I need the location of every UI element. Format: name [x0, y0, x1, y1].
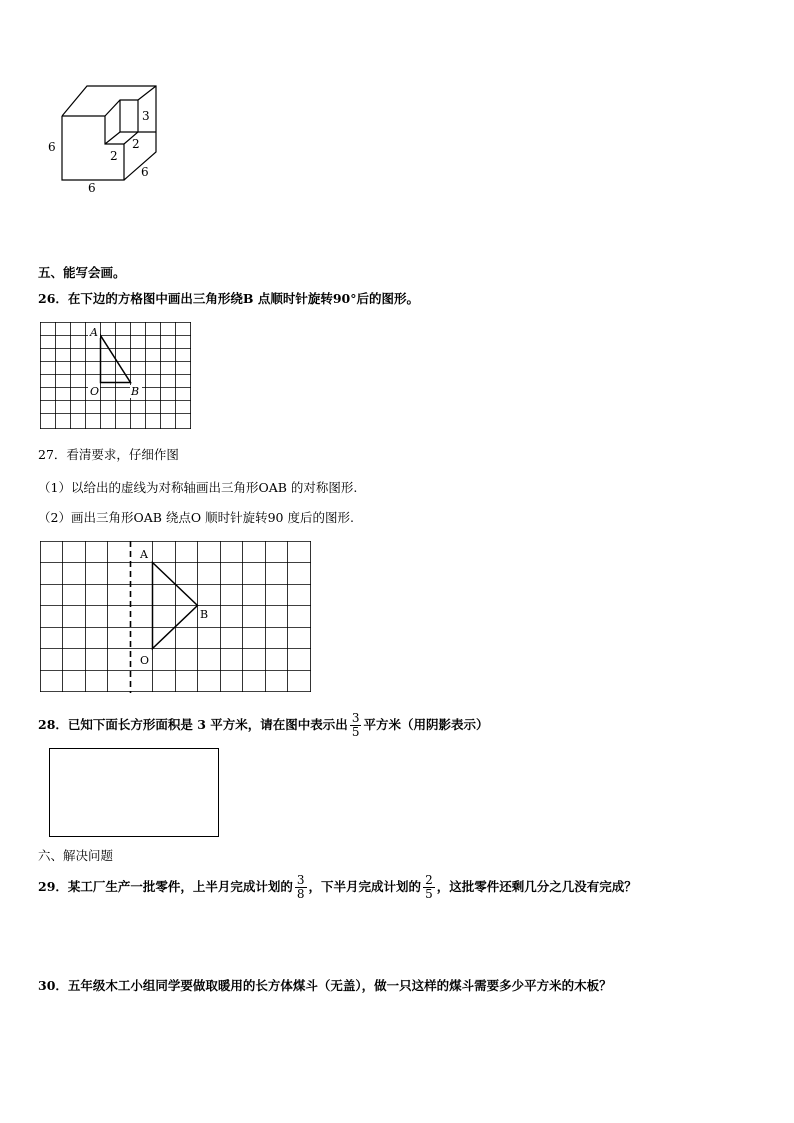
- q26-text: 26．在下边的方格图中画出三角形绕B 点顺时针旋转90°后的图形。: [38, 291, 419, 306]
- dim-notch-height: 3: [142, 109, 150, 123]
- q29-fraction-2: [423, 874, 435, 901]
- q28-frac-num: 3: [351, 711, 360, 725]
- q30-text: 30．五年级木工小组同学要做取暖用的长方体煤斗（无盖），做一只这样的煤斗需要多少平方米的木板？: [38, 978, 612, 993]
- q29-frac2-num: 2: [425, 873, 433, 887]
- q28-text-after: 平方米（用阴影表示）: [363, 717, 489, 732]
- q28-fraction: [350, 712, 362, 739]
- q26-grid: [40, 322, 194, 430]
- dim-bottom: 6: [88, 181, 96, 195]
- q28-rectangle: [49, 748, 219, 837]
- q29-frac1-num: 3: [296, 873, 305, 887]
- q28-frac-den: 5: [351, 725, 360, 739]
- q26-label-a: A: [90, 326, 98, 339]
- q29-text-b: ，下半月完成计划的: [308, 879, 422, 894]
- q29-text-c: ，这批零件还剩几分之几没有完成？: [436, 879, 637, 894]
- q27-sub2: （2）画出三角形OAB 绕点O 顺时针旋转90 度后的图形.: [38, 510, 354, 525]
- section5-heading: 五、能写会画。: [38, 265, 126, 280]
- dim-diagonal: 6: [141, 165, 149, 179]
- q28-text: [38, 710, 488, 740]
- dim-notch-depth: 2: [132, 137, 140, 151]
- q27-label-o: O: [140, 654, 150, 667]
- q27-label-a: A: [140, 548, 148, 561]
- dim-left: 6: [48, 140, 56, 154]
- q27-text: 27．看清要求，仔细作图: [38, 447, 179, 462]
- q29-frac1-den: 8: [296, 887, 305, 901]
- q26-label-o: O: [90, 385, 100, 398]
- q29-frac2-den: 5: [425, 887, 433, 901]
- q26-label-b: B: [131, 385, 140, 398]
- section6-heading: 六、解决问题: [38, 848, 114, 863]
- q29-text-a: 29．某工厂生产一批零件，上半月完成计划的: [38, 879, 293, 894]
- q27-label-b: B: [200, 608, 209, 621]
- dim-notch-width: 2: [110, 149, 118, 163]
- q29-fraction-1: [295, 874, 307, 901]
- q27-grid: [40, 541, 312, 693]
- q28-text-before: 28．已知下面长方形面积是 3 平方米，请在图中表示出: [38, 717, 348, 732]
- cube-notch-figure: [40, 80, 170, 195]
- q27-sub1: （1）以给出的虚线为对称轴画出三角形OAB 的对称图形.: [38, 480, 358, 495]
- q29-text: [38, 872, 637, 902]
